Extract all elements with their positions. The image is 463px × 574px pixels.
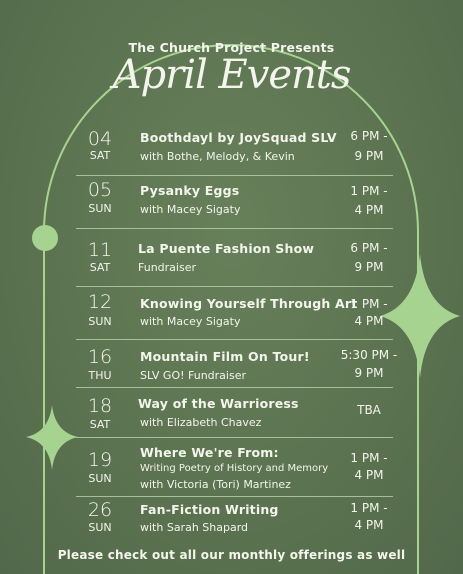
small-sparkle-icon (26, 405, 78, 470)
event-day: 05 (87, 179, 113, 201)
divider (76, 437, 393, 438)
event-detail: with Bothe, Melody, & Kevin (140, 150, 295, 163)
event-name: Fan-Fiction Writing (140, 502, 279, 517)
event-time-end: 4 PM (354, 468, 384, 482)
event-time-start: 6 PM - (350, 129, 388, 143)
event-time-start: 6 PM - (350, 241, 388, 255)
event-time-start: 1 PM - (350, 501, 388, 515)
event-time-start: 1 PM - (350, 184, 388, 198)
event-name: Way of the Warrioress (138, 396, 299, 411)
event-time-start: 1 PM - (350, 297, 388, 311)
event-detail: SLV GO! Fundraiser (140, 369, 247, 382)
event-name: La Puente Fashion Show (138, 241, 315, 256)
event-time-end: 9 PM (354, 366, 384, 380)
event-detail: Writing Poetry of History and Memory (140, 463, 329, 474)
event-day: 19 (87, 449, 113, 471)
event-weekday: SUN (88, 472, 112, 485)
event-day: 26 (87, 499, 113, 521)
event-detail: with Elizabeth Chavez (140, 416, 262, 429)
page-title: April Events (112, 52, 351, 98)
event-time-start: TBA (357, 403, 381, 417)
dot-ornament (32, 225, 58, 251)
presenter-line: The Church Project Presents (128, 40, 335, 55)
event-time-start: 1 PM - (350, 451, 388, 465)
event-weekday: SUN (88, 521, 112, 534)
divider (76, 228, 393, 229)
footer-note: Please check out all our monthly offerings as well (57, 548, 406, 562)
event-time-end: 9 PM (354, 260, 384, 274)
event-detail: Fundraiser (138, 261, 196, 274)
divider (76, 339, 393, 340)
event-time-end: 4 PM (354, 518, 384, 532)
event-detail: with Sarah Shapard (140, 521, 249, 534)
event-weekday: SUN (88, 315, 112, 328)
event-detail-second-line: with Victoria (Tori) Martinez (140, 478, 291, 491)
event-day: 04 (87, 128, 113, 150)
event-weekday: SAT (89, 261, 111, 274)
event-day: 12 (87, 291, 113, 313)
event-time-end: 4 PM (354, 203, 384, 217)
event-time-start: 5:30 PM - (340, 348, 398, 362)
event-name: Mountain Film On Tour! (140, 349, 310, 364)
event-day: 16 (87, 346, 113, 368)
event-name: Pysanky Eggs (140, 183, 240, 198)
event-weekday: SAT (89, 149, 111, 162)
divider (76, 496, 393, 497)
event-day: 11 (87, 239, 113, 261)
divider (76, 286, 393, 287)
event-time-end: 9 PM (354, 149, 384, 163)
event-day: 18 (87, 395, 113, 417)
event-name: Boothdayl by JoySquad SLV (140, 130, 337, 145)
event-weekday: SUN (88, 202, 112, 215)
divider (76, 387, 393, 388)
event-name: Knowing Yourself Through Art (140, 296, 358, 311)
event-detail: with Macey Sigaty (140, 203, 241, 216)
event-weekday: THU (88, 369, 112, 382)
event-weekday: SAT (89, 418, 111, 431)
event-detail: with Macey Sigaty (140, 315, 241, 328)
divider (76, 175, 393, 176)
event-name: Where We're From: (140, 445, 279, 460)
event-time-end: 4 PM (354, 314, 384, 328)
